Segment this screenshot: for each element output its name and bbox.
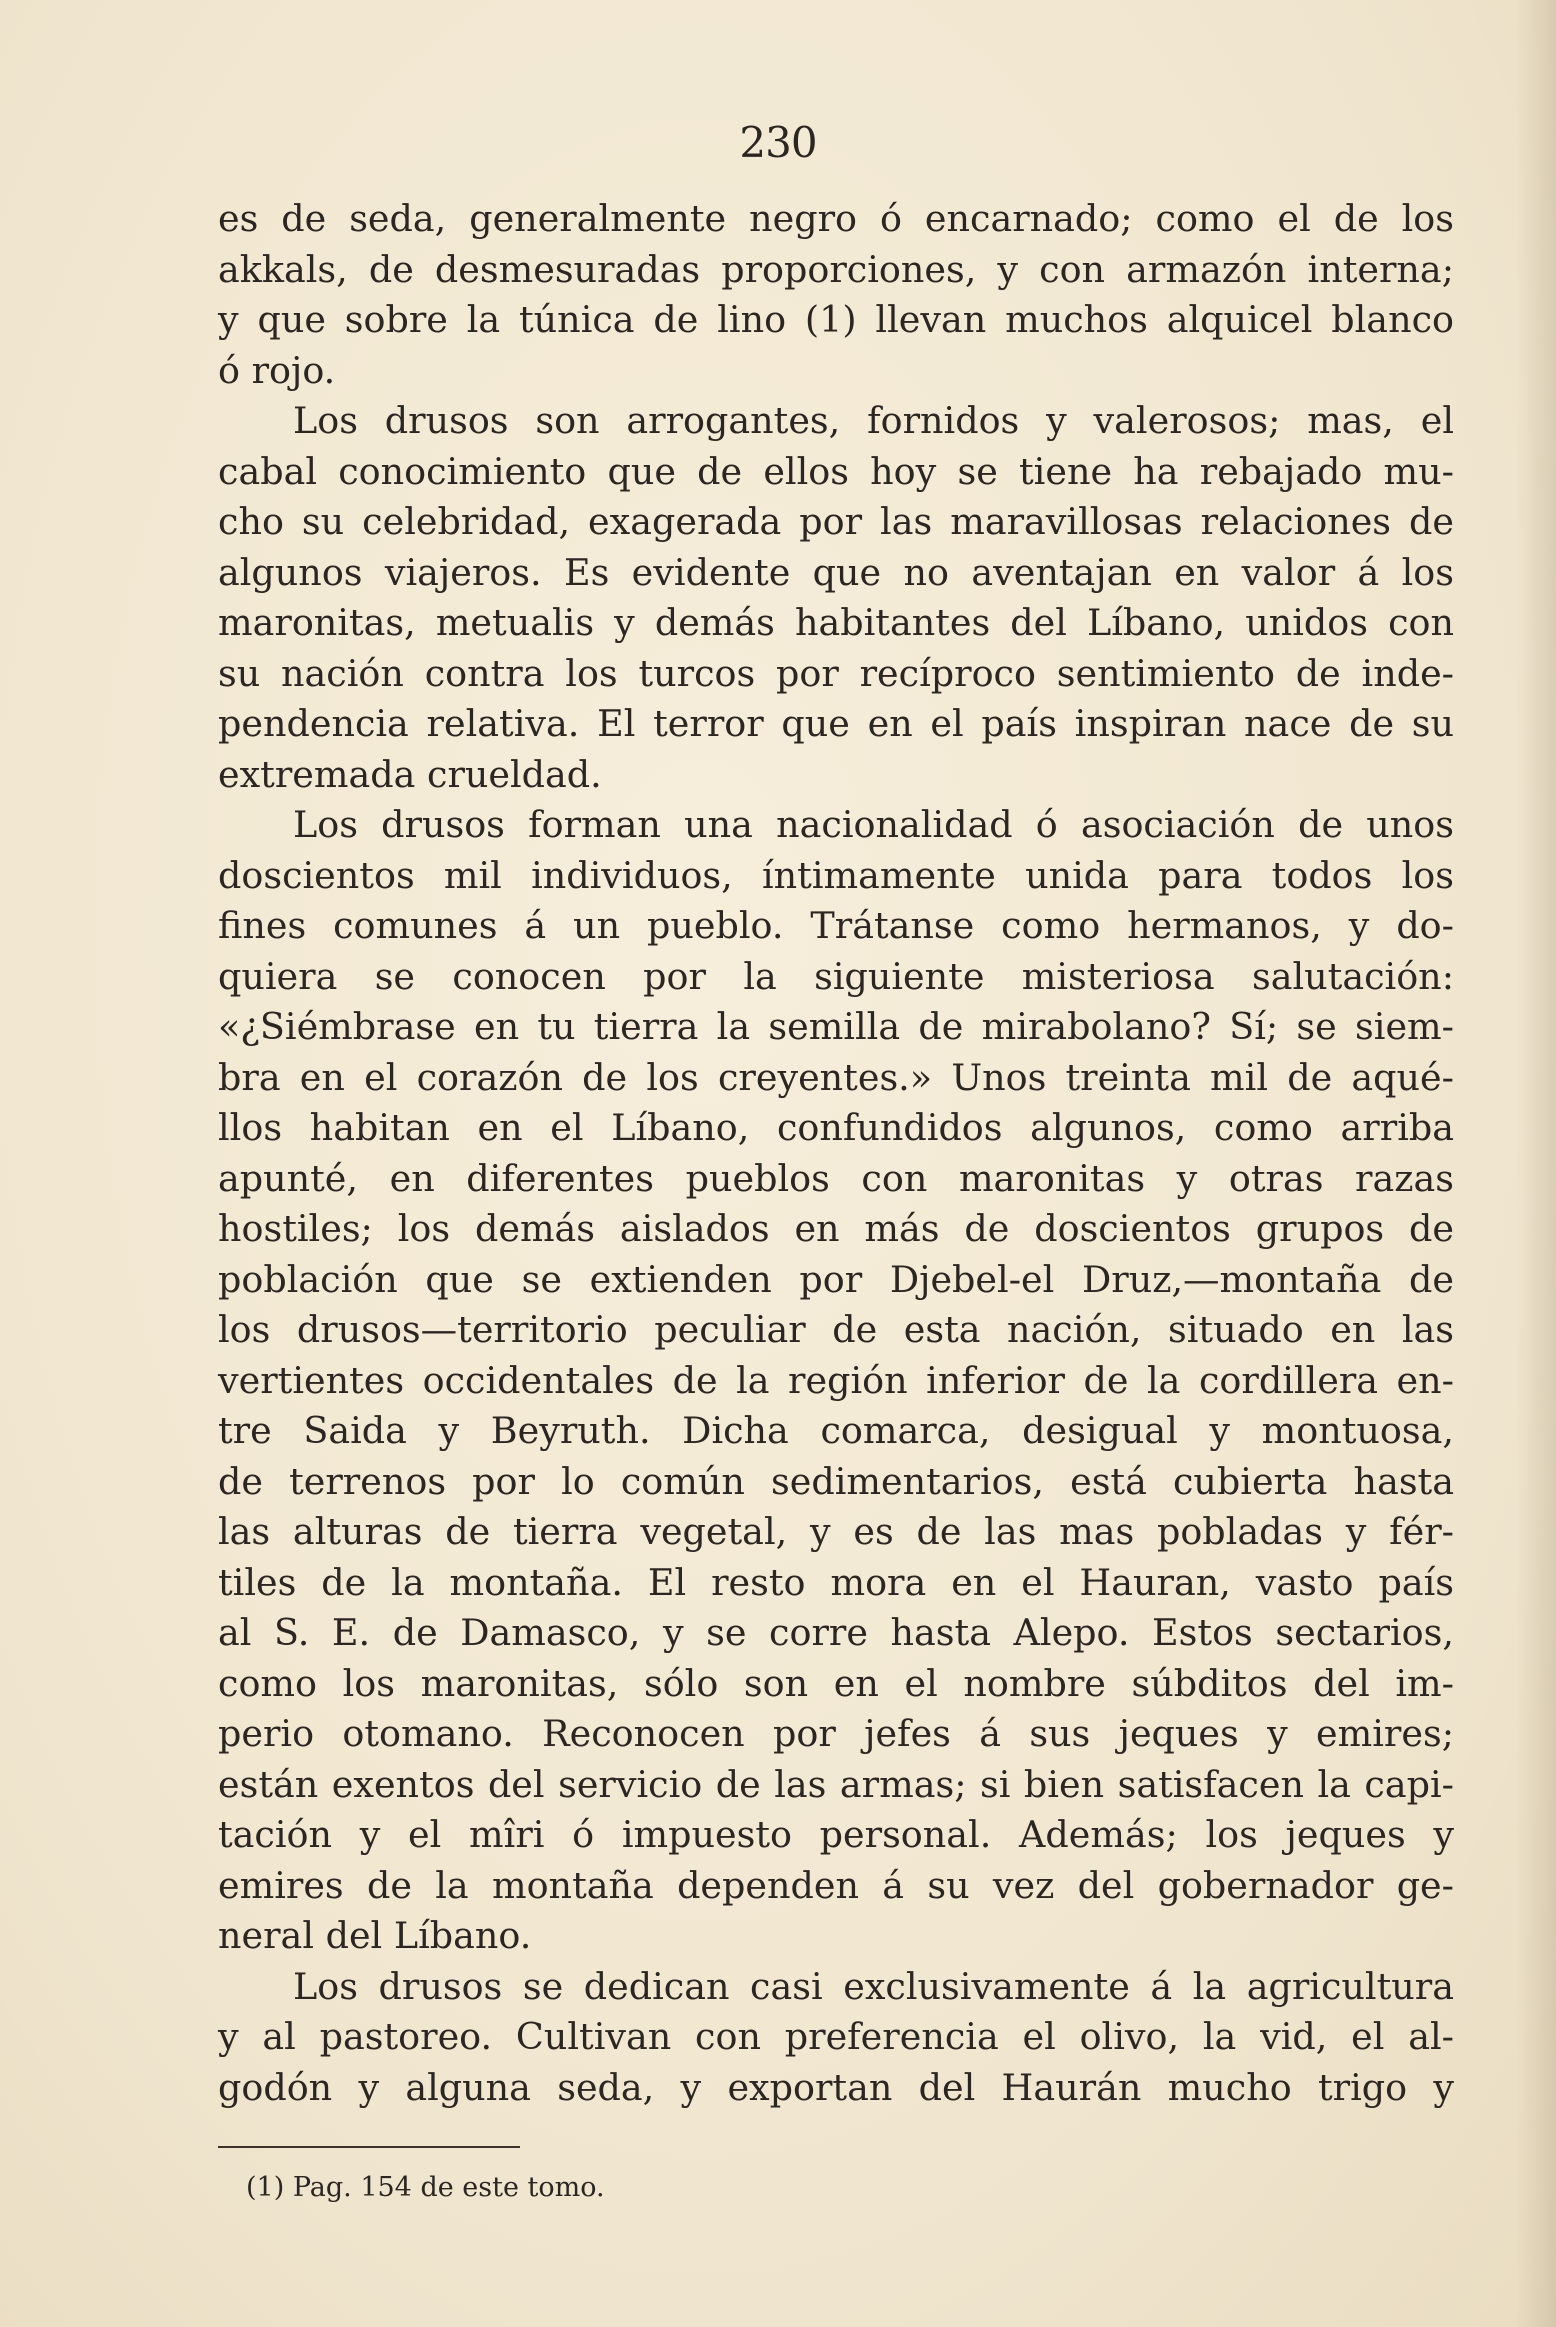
text-line: las alturas de tierra vegetal, y es de las mas pobladas y fér-	[218, 1510, 1454, 1553]
text-line: su nación contra los turcos por recíproco sentimiento de inde-	[218, 651, 1454, 695]
text-line: apunté, en diferentes pueblos con maronitas y otras razas	[218, 1156, 1454, 1200]
text-line: es de seda, generalmente negro ó encarnado; como el de los	[218, 197, 1454, 240]
text-line: fines comunes á un pueblo. Trátanse como hermanos, y do-	[218, 904, 1454, 947]
text-line: población que se extienden por Djebel-el Druz,—montaña de	[218, 1257, 1454, 1301]
text-line: llos habitan en el Líbano, confundidos algunos, como arriba	[218, 1106, 1454, 1149]
text-line: hostiles; los demás aislados en más de doscientos grupos de	[218, 1207, 1454, 1250]
text-line: quiera se conocen por la siguiente misteriosa salutación:	[218, 954, 1454, 998]
text-line: neral del Líbano.	[218, 1914, 532, 1957]
text-line: de terrenos por lo común sedimentarios, está cubierta hasta	[218, 1459, 1454, 1503]
footnote: (1) Pag. 154 de este tomo.	[246, 2172, 605, 2203]
text-line: ó rojo.	[218, 348, 336, 392]
text-line: tre Saida y Beyruth. Dicha comarca, desigual y montuosa,	[218, 1409, 1454, 1452]
text-line: Los drusos se dedican casi exclusivamente á la agricultura	[293, 1964, 1454, 2008]
footnote-rule	[218, 2146, 520, 2148]
text-line: «¿Siémbrase en tu tierra la semilla de mirabolano? Sí; se siem-	[218, 1005, 1454, 1048]
text-line: algunos viajeros. Es evidente que no aventajan en valor á los	[218, 550, 1454, 594]
text-line: emires de la montaña dependen á su vez del gobernador ge-	[218, 1863, 1454, 1907]
text-line: tiles de la montaña. El resto mora en el Hauran, vasto país	[218, 1560, 1454, 1604]
body-text	[218, 194, 1454, 2113]
text-line: godón y alguna seda, y exportan del Haurán mucho trigo y	[218, 2065, 1454, 2109]
text-line: y que sobre la túnica de lino (1) llevan muchos alquicel blanco	[218, 298, 1454, 341]
page-number: 230	[739, 118, 817, 167]
text-line: al S. E. de Damasco, y se corre hasta Alepo. Estos sectarios,	[218, 1611, 1454, 1654]
text-line: Los drusos forman una nacionalidad ó asociación de unos	[293, 803, 1454, 846]
text-line: bra en el corazón de los creyentes.» Unos treinta mil de aqué-	[218, 1055, 1454, 1099]
text-line: maronitas, metualis y demás habitantes del Líbano, unidos con	[218, 601, 1454, 644]
text-line: cho su celebridad, exagerada por las maravillosas relaciones de	[218, 500, 1454, 543]
text-line: perio otomano. Reconocen por jefes á sus jeques y emires;	[218, 1712, 1454, 1755]
text-line: y al pastoreo. Cultivan con preferencia el olivo, la vid, el al-	[218, 2015, 1454, 2058]
text-line: doscientos mil individuos, íntimamente unida para todos los	[218, 853, 1454, 897]
text-line: están exentos del servicio de las armas; si bien satisfacen la capi-	[218, 1762, 1454, 1806]
text-line: vertientes occidentales de la región inferior de la cordillera en-	[218, 1358, 1454, 1402]
text-line: akkals, de desmesuradas proporciones, y con armazón interna;	[218, 247, 1454, 291]
text-line: cabal conocimiento que de ellos hoy se tiene ha rebajado mu-	[218, 449, 1454, 493]
text-line: Los drusos son arrogantes, fornidos y valerosos; mas, el	[293, 399, 1454, 442]
text-line: tación y el mîri ó impuesto personal. Además; los jeques y	[218, 1813, 1454, 1856]
text-line: extremada crueldad.	[218, 752, 602, 796]
text-line: como los maronitas, sólo son en el nombre súbditos del im-	[218, 1661, 1454, 1705]
page-edge-shadow	[1516, 0, 1556, 2327]
text-line: pendencia relativa. El terror que en el país inspiran nace de su	[218, 702, 1454, 745]
text-line: los drusos—territorio peculiar de esta nación, situado en las	[218, 1308, 1454, 1351]
